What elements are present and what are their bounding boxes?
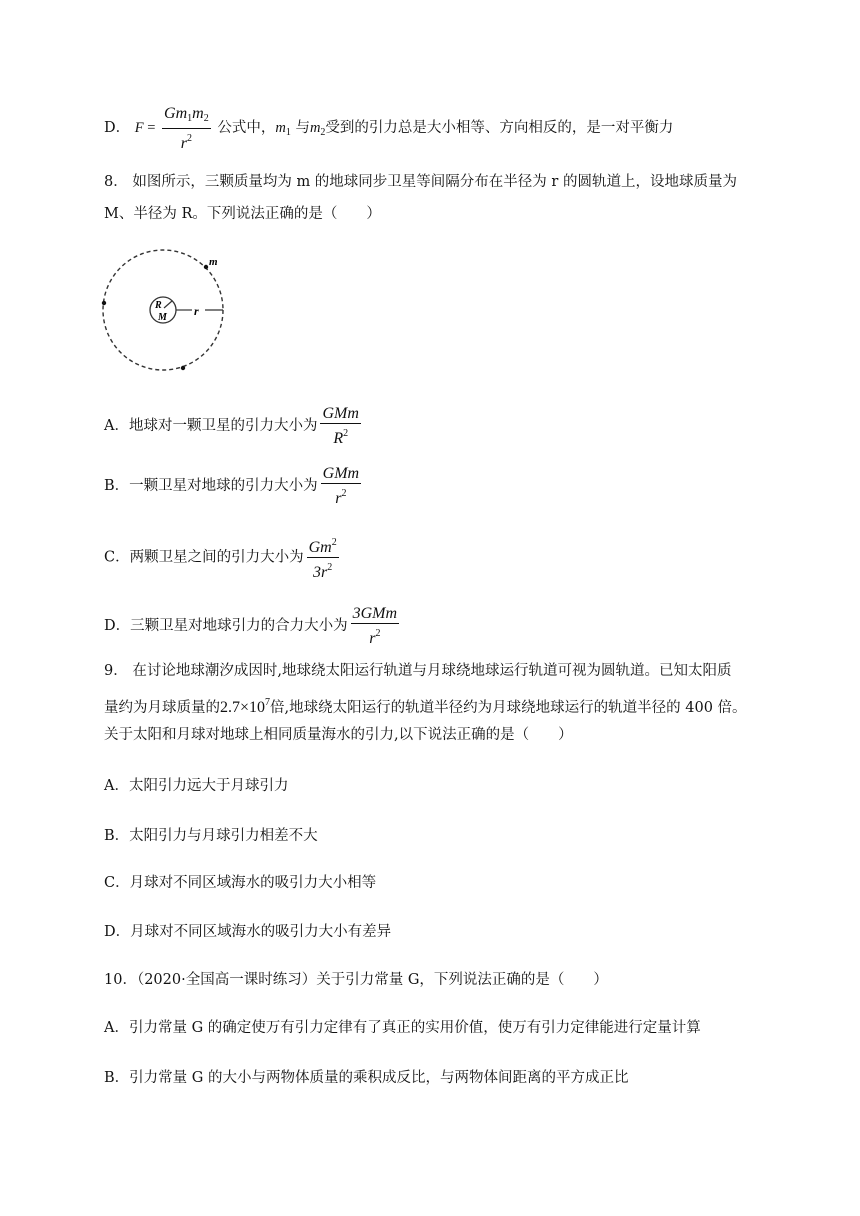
q9-option-c[interactable]: C．月球对不同区域海水的吸引力大小相等 [104, 875, 377, 891]
fraction-c: $\frac{Gm^2}{3r^2}$ [308, 537, 337, 581]
q8-stem-line-1: 8． 如图所示，三颗质量均为 m 的地球同步卫星等间隔分布在半径为 r 的圆轨道上，设地球质量为 [104, 174, 737, 190]
symbol-m1: $m_1$ [275, 119, 291, 138]
q8-stem-line-2: M、半径为 R。下列说法正确的是（ ） [104, 206, 381, 222]
label-R: R [155, 300, 162, 311]
fraction-d: $\frac{\text{3GMm}}{r^2}$ [352, 605, 398, 647]
fraction-b: $\frac{\text{GMm}}{r^2}$ [322, 465, 360, 507]
mass-ratio: $2.7\times 10^7$ [220, 697, 271, 716]
satellite-1 [204, 265, 208, 269]
fraction-a: $\frac{\text{GMm}}{R^2}$ [322, 405, 359, 447]
satellite-3 [181, 366, 185, 370]
q8-option-c[interactable]: C．两颗卫星之间的引力大小为 $\frac{Gm^2}{3r^2}$ [104, 533, 342, 582]
formula-force: F = $\frac{Gm_1m_2}{r^2}$ [134, 105, 209, 152]
q9-option-d[interactable]: D．月球对不同区域海水的吸引力大小有差异 [104, 924, 392, 940]
satellite-2 [102, 301, 106, 305]
q8-option-a[interactable]: A．地球对一颗卫星的引力大小为 $\frac{\text{GMm}}{R^2}$ [104, 405, 359, 447]
symbol-m2: $m_2$ [309, 119, 326, 138]
gravitation-fraction: $\frac{Gm_1m_2}{r^2}$ [164, 105, 209, 152]
q9-stem-line-3: 关于太阳和月球对地球上相同质量海水的引力,以下说法正确的是（ ） [104, 727, 573, 743]
q9-stem-line-2: 量约为月球质量的$2.7\times 10^7$倍,地球绕太阳运行的轨道半径约为月球绕地球运行的轨道半径的 400 倍。 [104, 697, 747, 716]
q7-option-d[interactable]: D． F = $\frac{Gm_1m_2}{r^2}$ 公式中，$m_1$ 与$m_2$受到的引力总是大小相等、方向相反的，是一对平衡力 [104, 105, 674, 152]
radius-arrow [164, 301, 172, 308]
label-m: m [209, 256, 218, 268]
q10-stem: 10．（2020·全国高一课时练习）关于引力常量 G，下列说法正确的是（ ） [104, 972, 608, 988]
q9-option-b[interactable]: B．太阳引力与月球引力相差不大 [104, 828, 318, 844]
label-M: M [158, 312, 167, 323]
label-r: r [194, 304, 199, 318]
q10-option-b[interactable]: B．引力常量 G 的大小与两物体质量的乘积成反比，与两物体间距离的平方成正比 [104, 1070, 629, 1086]
orbit-diagram [100, 248, 240, 378]
option-label: D． [104, 119, 131, 136]
q8-option-d[interactable]: D．三颗卫星对地球引力的合力大小为 $\frac{\text{3GMm}}{r^2}$ [104, 605, 398, 647]
q8-option-b[interactable]: B．一颗卫星对地球的引力大小为 $\frac{\text{GMm}}{r^2}$ [104, 465, 360, 507]
q10-option-a[interactable]: A．引力常量 G 的确定使万有引力定律有了真正的实用价值，使万有引力定律能进行定量计算 [104, 1020, 701, 1036]
q9-option-a[interactable]: A．太阳引力远大于月球引力 [104, 778, 289, 794]
q9-stem-line-1: 9． 在讨论地球潮汐成因时,地球绕太阳运行轨道与月球绕地球运行轨道可视为圆轨道。已知太阳质 [104, 663, 732, 679]
